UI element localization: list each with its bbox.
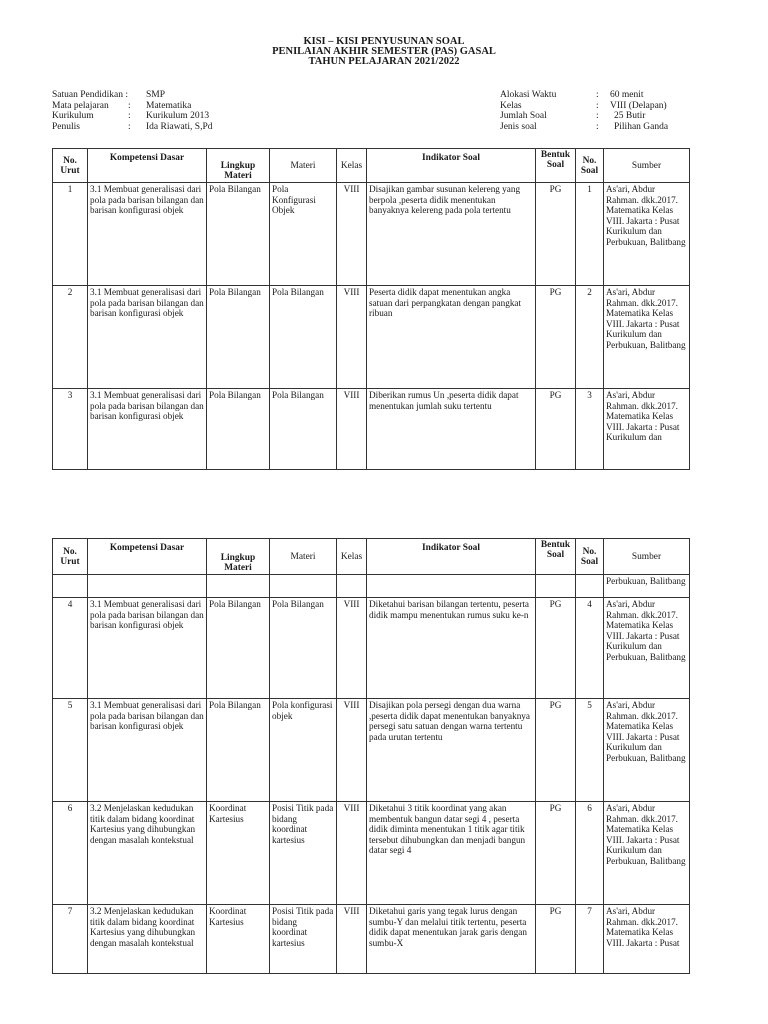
cell-no-soal: 2 (576, 286, 604, 389)
cell-bentuk: PG (536, 389, 576, 470)
cell-no: 4 (53, 598, 88, 699)
cell-materi: Posisi Titik pada bidang koordinat kartesius (270, 802, 337, 905)
cell-indikator: Disajikan gambar susunan kelereng yang berpola ,peserta didik menentukan banyaknya kelereng pada pola tertentu (367, 183, 536, 286)
cell-kelas: VIII (337, 699, 367, 802)
table-row (53, 598, 690, 699)
meta-colon: : (596, 121, 599, 132)
header-sumber: Sumber (604, 149, 690, 183)
cell-materi: Posisi Titik pada bidang koordinat kartesius (270, 905, 337, 974)
cell-indikator: Diketahui 3 titik koordinat yang akan membentuk bangun datar segi 4 , peserta didik diminta menentukan 1 titik agar titik tersebut dihubungkan dan menjadi bangun datar segi 4 (367, 802, 536, 905)
meta-label: Jenis soal (500, 121, 537, 132)
cell-lingkup: Pola Bilangan (207, 183, 270, 286)
meta-row (500, 111, 668, 122)
meta-label: Penulis (52, 121, 80, 132)
header-kelas: Kelas (337, 149, 367, 183)
cell-materi: Pola Bilangan (270, 286, 337, 389)
cell-kelas (337, 575, 367, 598)
cell-sumber: As'ari, Abdur Rahman. dkk.2017. Matematika Kelas VIII. Jakarta : Pusat Kurikulum dan Perbukuan, Balitbang (604, 699, 690, 802)
header-no-urut: No. Urut (53, 539, 88, 575)
header-bentuk: Bentuk Soal (536, 149, 576, 183)
table-row (53, 575, 690, 598)
meta-value: Ida Riawati, S,Pd (146, 121, 213, 132)
meta-label: Kelas (500, 100, 522, 111)
cell-bentuk (536, 575, 576, 598)
cell-indikator: Peserta didik dapat menentukan angka satuan dari perpangkatan dengan pangkat ribuan (367, 286, 536, 389)
cell-lingkup: Pola Bilangan (207, 389, 270, 470)
cell-lingkup: Koordinat Kartesius (207, 905, 270, 974)
cell-no: 3 (53, 389, 88, 470)
doc-year: TAHUN PELAJARAN 2021/2022 (308, 56, 460, 67)
meta-row (500, 90, 668, 101)
cell-no-soal: 5 (576, 699, 604, 802)
meta-label: Alokasi Waktu (500, 90, 557, 100)
cell-bentuk: PG (536, 699, 576, 802)
meta-colon: : (128, 100, 131, 111)
cell-kelas: VIII (337, 905, 367, 974)
header-materi: Materi (270, 539, 337, 575)
cell-kelas: VIII (337, 598, 367, 699)
cell-no: 2 (53, 286, 88, 389)
cell-sumber: As'ari, Abdur Rahman. dkk.2017. Matematika Kelas VIII. Jakarta : Pusat Kurikulum dan Perbukuan, Balitbang (604, 802, 690, 905)
header-sumber: Sumber (604, 539, 690, 575)
cell-kelas: VIII (337, 389, 367, 470)
cell-lingkup: Pola Bilangan (207, 598, 270, 699)
cell-materi: Pola konfigurasi objek (270, 699, 337, 802)
cell-sumber: As'ari, Abdur Rahman. dkk.2017. Matematika Kelas VIII. Jakarta : Pusat Kurikulum dan Perbukuan, Balitbang (604, 183, 690, 286)
meta-label: Mata pelajaran (52, 100, 109, 111)
meta-row (52, 101, 213, 112)
header-materi: Materi (270, 149, 337, 183)
header-lingkup: Lingkup Materi (207, 539, 270, 575)
header-no-soal: No. Soal (576, 149, 604, 183)
cell-lingkup: Koordinat Kartesius (207, 802, 270, 905)
header-kelas: Kelas (337, 539, 367, 575)
header-indikator: Indikator Soal (367, 149, 536, 183)
cell-bentuk: PG (536, 286, 576, 389)
cell-bentuk: PG (536, 183, 576, 286)
meta-value: VIII (Delapan) (610, 100, 667, 111)
cell-kd: 3.2 Menjelaskan kedudukan titik dalam bidang koordinat Kartesius yang dihubungkan dengan masalah kontekstual (88, 802, 207, 905)
cell-kd: 3.1 Membuat generalisasi dari pola pada barisan bilangan dan barisan konfigurasi objek (88, 183, 207, 286)
table-row (53, 802, 690, 905)
meta-label: Kurikulum (52, 111, 94, 122)
cell-no-soal (576, 575, 604, 598)
cell-indikator: Disajikan pola persegi dengan dua warna ,peserta didik dapat menentukan banyaknya persegi satu satuan dengan warna tertentu pada urutan tertentu (367, 699, 536, 802)
cell-kelas: VIII (337, 802, 367, 905)
doc-subtitle: PENILAIAN AKHIR SEMESTER (PAS) GASAL (272, 46, 496, 57)
header-no-urut: No. Urut (53, 149, 88, 183)
header-bentuk: Bentuk Soal (536, 539, 576, 575)
meta-value: 25 Butir (614, 111, 646, 122)
kisi-table-2 (52, 538, 690, 974)
cell-bentuk: PG (536, 905, 576, 974)
cell-lingkup (207, 575, 270, 598)
meta-row (500, 122, 668, 133)
meta-value: Kurikulum 2013 (146, 111, 210, 122)
meta-value: Matematika (146, 100, 192, 111)
cell-bentuk: PG (536, 598, 576, 699)
cell-materi: Pola Bilangan (270, 389, 337, 470)
table-row (53, 905, 690, 974)
header-lingkup: Lingkup Materi (207, 149, 270, 183)
cell-no-soal: 3 (576, 389, 604, 470)
meta-row (52, 122, 213, 133)
cell-no-soal: 1 (576, 183, 604, 286)
meta-row (500, 101, 668, 112)
meta-row (52, 111, 213, 122)
cell-indikator (367, 575, 536, 598)
table-row (53, 389, 690, 470)
table-header-row (53, 149, 690, 183)
cell-lingkup: Pola Bilangan (207, 699, 270, 802)
cell-no-soal: 4 (576, 598, 604, 699)
table-row (53, 183, 690, 286)
cell-indikator: Diketahui barisan bilangan tertentu, peserta didik mampu menentukan rumus suku ke-n (367, 598, 536, 699)
cell-kd (88, 575, 207, 598)
cell-kd: 3.1 Membuat generalisasi dari pola pada barisan bilangan dan barisan konfigurasi objek (88, 389, 207, 470)
meta-label: Satuan Pendidikan : (52, 90, 128, 100)
cell-bentuk: PG (536, 802, 576, 905)
cell-sumber: As'ari, Abdur Rahman. dkk.2017. Matematika Kelas VIII. Jakarta : Pusat Kurikulum dan (604, 389, 690, 470)
meta-colon: : (596, 90, 599, 100)
cell-kd: 3.1 Membuat generalisasi dari pola pada barisan bilangan dan barisan konfigurasi objek (88, 286, 207, 389)
meta-value: Pilihan Ganda (614, 121, 669, 132)
cell-sumber: As'ari, Abdur Rahman. dkk.2017. Matematika Kelas VIII. Jakarta : Pusat Kurikulum dan Perbukuan, Balitbang (604, 286, 690, 389)
header-kompetensi: Kompetensi Dasar (88, 539, 207, 575)
cell-no: 5 (53, 699, 88, 802)
meta-right (500, 90, 668, 132)
header-kompetensi: Kompetensi Dasar (88, 149, 207, 183)
cell-no (53, 575, 88, 598)
cell-indikator: Diketahui garis yang tegak lurus dengan sumbu-Y dan melalui titik tertentu, peserta didik dapat menentukan jarak garis dengan sumbu-X (367, 905, 536, 974)
cell-materi: Pola Konfigurasi Objek (270, 183, 337, 286)
cell-materi (270, 575, 337, 598)
cell-no-soal: 7 (576, 905, 604, 974)
cell-no-soal: 6 (576, 802, 604, 905)
kisi-table-1 (52, 148, 690, 470)
cell-sumber: As'ari, Abdur Rahman. dkk.2017. Matematika Kelas VIII. Jakarta : Pusat (604, 905, 690, 974)
cell-kd: 3.1 Membuat generalisasi dari pola pada barisan bilangan dan barisan konfigurasi objek (88, 699, 207, 802)
cell-lingkup: Pola Bilangan (207, 286, 270, 389)
doc-title: KISI – KISI PENYUSUNAN SOAL (303, 36, 465, 47)
meta-colon: : (128, 121, 131, 132)
meta-label: Jumlah Soal (500, 111, 547, 122)
header-indikator: Indikator Soal (367, 539, 536, 575)
cell-kd: 3.2 Menjelaskan kedudukan titik dalam bidang koordinat Kartesius yang dihubungkan dengan masalah kontekstual (88, 905, 207, 974)
meta-row (52, 90, 213, 101)
meta-colon: : (128, 111, 131, 122)
cell-materi: Pola Bilangan (270, 598, 337, 699)
meta-colon: : (596, 111, 599, 122)
meta-value: SMP (146, 90, 166, 100)
cell-no: 7 (53, 905, 88, 974)
table-header-row (53, 539, 690, 575)
meta-value: 60 menit (610, 90, 644, 100)
cell-sumber: As'ari, Abdur Rahman. dkk.2017. Matematika Kelas VIII. Jakarta : Pusat Kurikulum dan Perbukuan, Balitbang (604, 598, 690, 699)
cell-no: 6 (53, 802, 88, 905)
cell-no: 1 (53, 183, 88, 286)
meta-left (52, 90, 213, 132)
cell-indikator: Diberikan rumus Un ,peserta didik dapat menentukan jumlah suku tertentu (367, 389, 536, 470)
cell-kd: 3.1 Membuat generalisasi dari pola pada barisan bilangan dan barisan konfigurasi objek (88, 598, 207, 699)
cell-kelas: VIII (337, 183, 367, 286)
header-no-soal: No. Soal (576, 539, 604, 575)
cell-kelas: VIII (337, 286, 367, 389)
meta-colon: : (596, 100, 599, 111)
cell-sumber: Perbukuan, Balitbang (604, 575, 690, 598)
table-row (53, 286, 690, 389)
table-row (53, 699, 690, 802)
